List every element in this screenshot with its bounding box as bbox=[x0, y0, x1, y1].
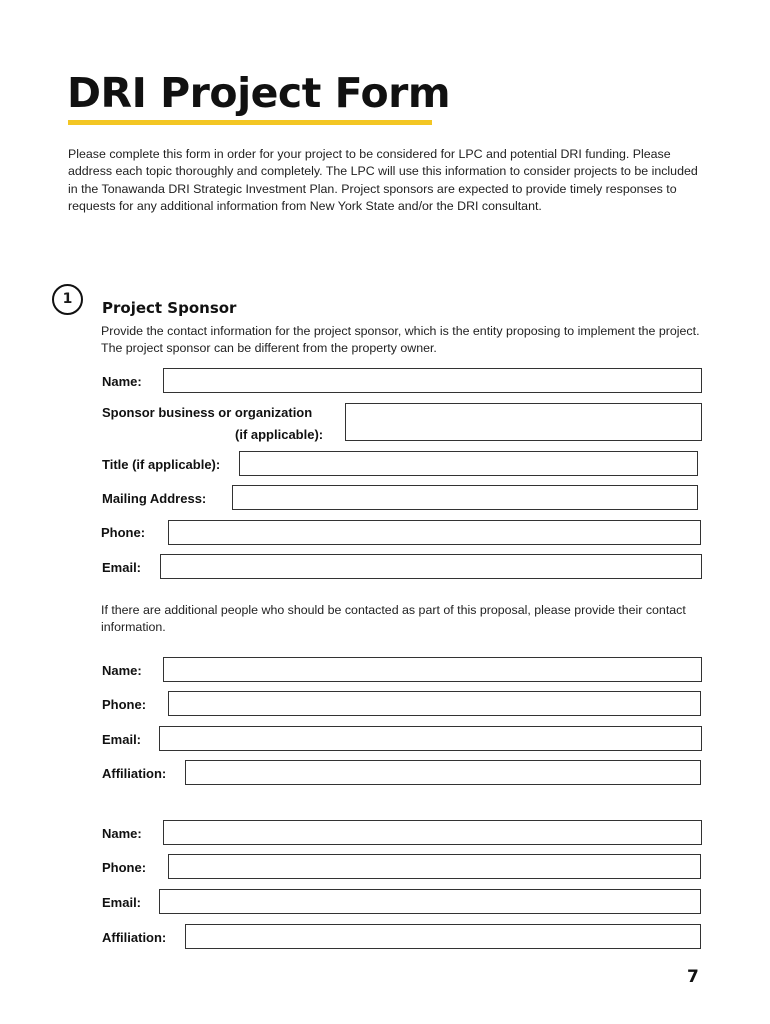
contact2-email-field[interactable] bbox=[159, 889, 701, 914]
contact1-email-label: Email: bbox=[102, 732, 142, 747]
contact2-name-field[interactable] bbox=[163, 820, 702, 845]
title-underline bbox=[68, 120, 432, 125]
sponsor-email-field[interactable] bbox=[160, 554, 702, 579]
sponsor-phone-label: Phone: bbox=[101, 525, 146, 540]
mailing-address-label: Mailing Address: bbox=[102, 491, 207, 506]
sponsor-email-label: Email: bbox=[102, 560, 142, 575]
sponsor-org-field[interactable] bbox=[345, 403, 702, 441]
contact1-affiliation-field[interactable] bbox=[185, 760, 701, 785]
sponsor-title-label: Title (if applicable): bbox=[102, 457, 221, 472]
contact2-name-label: Name: bbox=[102, 826, 142, 841]
section-number-badge: 1 bbox=[52, 284, 83, 315]
page-number: 7 bbox=[687, 967, 699, 987]
sponsor-name-label: Name: bbox=[102, 374, 142, 389]
contact2-phone-field[interactable] bbox=[168, 854, 701, 879]
page-title: DRI Project Form bbox=[67, 69, 451, 117]
contact2-affiliation-label: Affiliation: bbox=[102, 930, 167, 945]
sponsor-org-label: Sponsor business or organization bbox=[102, 405, 313, 420]
additional-contacts-text: If there are additional people who should be contacted as part of this proposal, please provide their contact information. bbox=[101, 603, 686, 635]
contact1-phone-field[interactable] bbox=[168, 691, 701, 716]
contact2-affiliation-field[interactable] bbox=[185, 924, 701, 949]
contact1-email-field[interactable] bbox=[159, 726, 702, 751]
sponsor-org-label-sub: (if applicable): bbox=[235, 427, 324, 442]
contact1-name-label: Name: bbox=[102, 663, 142, 678]
contact1-affiliation-label: Affiliation: bbox=[102, 766, 167, 781]
section-title: Project Sponsor bbox=[102, 299, 237, 317]
section-description: Provide the contact information for the project sponsor, which is the entity proposing to implement the project. The project sponsor can be different from the property owner. bbox=[101, 324, 700, 356]
contact1-name-field[interactable] bbox=[163, 657, 702, 682]
contact2-email-label: Email: bbox=[102, 895, 142, 910]
sponsor-title-field[interactable] bbox=[239, 451, 698, 476]
intro-paragraph: Please complete this form in order for your project to be considered for LPC and potential DRI funding. Please address each topic thoroughly and completely. The LPC will use this information to consider projects to be included in the Tonawanda DRI Strategic Investment Plan. Project sponsors are expected to provide timely responses to requests for any additional information from New York State and/or the DRI consultant. bbox=[68, 147, 698, 214]
contact2-phone-label: Phone: bbox=[102, 860, 147, 875]
sponsor-name-field[interactable] bbox=[163, 368, 702, 393]
mailing-address-field[interactable] bbox=[232, 485, 698, 510]
contact1-phone-label: Phone: bbox=[102, 697, 147, 712]
sponsor-phone-field[interactable] bbox=[168, 520, 701, 545]
